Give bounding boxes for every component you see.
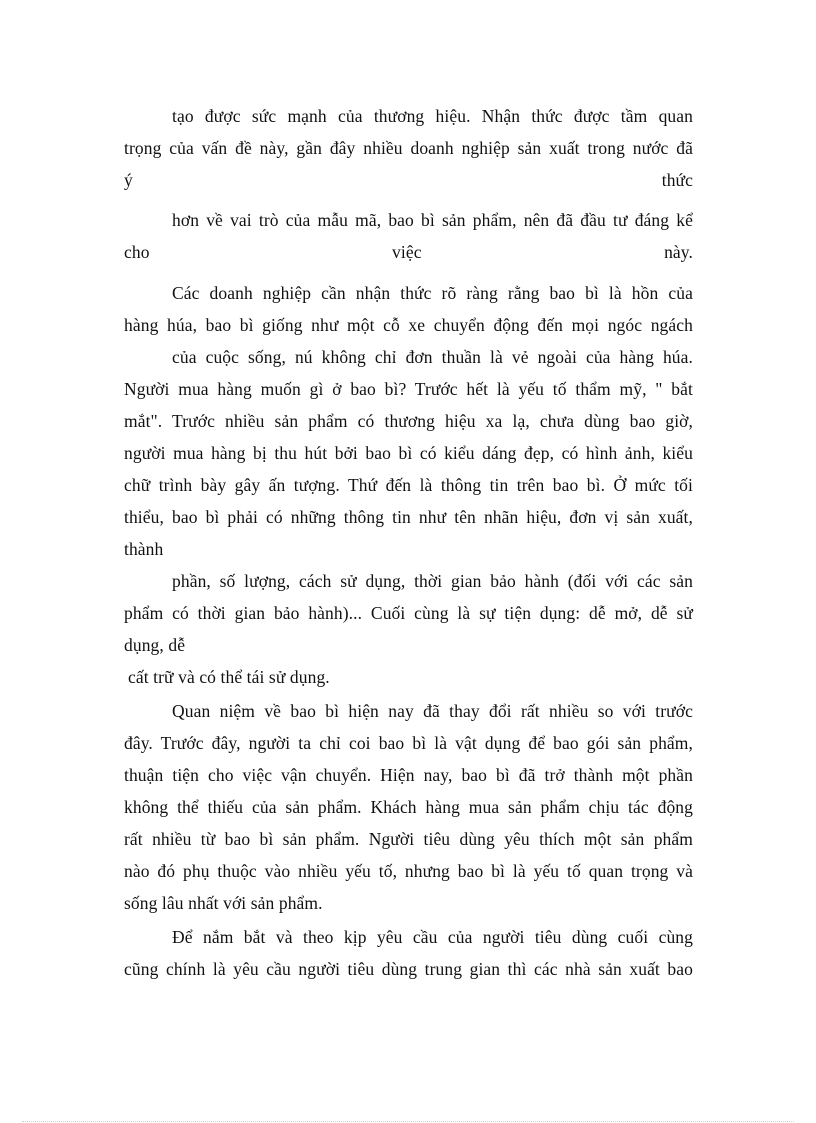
- text-line: ý thức: [124, 170, 693, 190]
- text-line: đây. Trước đây, người ta chỉ coi bao bì là vật dụng để bao gói sản phẩm,: [124, 733, 693, 753]
- text-line: Để nắm bắt và theo kịp yêu cầu của người tiêu dùng cuối cùng: [172, 927, 693, 947]
- text-line: nào đó phụ thuộc vào nhiều yếu tố, nhưng bao bì là yếu tố quan trọng và: [124, 861, 693, 881]
- text-line: Các doanh nghiệp cần nhận thức rõ ràng rằng bao bì là hồn của: [172, 283, 693, 303]
- text-line: cất trữ và có thể tái sử dụng.: [128, 667, 330, 687]
- text-line: sống lâu nhất với sản phẩm.: [124, 893, 323, 913]
- text-line: trọng của vấn đề này, gần đây nhiều doanh nghiệp sản xuất trong nước đã: [124, 138, 693, 158]
- text-line: mắt". Trước nhiều sản phẩm có thương hiệu xa lạ, chưa dùng bao giờ,: [124, 411, 693, 431]
- text-line: rất nhiều từ bao bì sản phẩm. Người tiêu dùng yêu thích một sản phẩm: [124, 829, 693, 849]
- text-line: hàng húa, bao bì giống như một cỗ xe chuyển động đến mọi ngóc ngách: [124, 315, 693, 335]
- text-line: chữ trình bày gây ấn tượng. Thứ đến là thông tin trên bao bì. Ở mức tối: [124, 475, 693, 495]
- text-line: tạo được sức mạnh của thương hiệu. Nhận thức được tầm quan: [172, 106, 693, 126]
- text-line: dụng, dễ: [124, 635, 186, 655]
- text-line: của cuộc sống, nú không chỉ đơn thuần là vẻ ngoài của hàng húa.: [172, 347, 693, 367]
- text-line: người mua hàng bị thu hút bởi bao bì có kiểu dáng đẹp, có hình ảnh, kiểu: [124, 443, 693, 463]
- text-line: phần, số lượng, cách sử dụng, thời gian bảo hành (đối với các sản: [172, 571, 693, 591]
- text-line: Người mua hàng muốn gì ở bao bì? Trước hết là yếu tố thẩm mỹ, " bắt: [124, 379, 693, 399]
- text-line: thành: [124, 539, 164, 559]
- text-line: phẩm có thời gian bảo hành)... Cuối cùng là sự tiện dụng: dễ mở, dễ sử: [124, 603, 693, 623]
- text-line: cho việc này.: [124, 242, 693, 262]
- text-line: Quan niệm về bao bì hiện nay đã thay đổi rất nhiều so với trước: [172, 701, 693, 721]
- text-line: cũng chính là yêu cầu người tiêu dùng trung gian thì các nhà sản xuất bao: [124, 959, 693, 979]
- text-line: thuận tiện cho việc vận chuyển. Hiện nay, bao bì đã trở thành một phần: [124, 765, 693, 785]
- text-line: không thể thiếu của sản phẩm. Khách hàng mua sản phẩm chịu tác động: [124, 797, 693, 817]
- text-line: thiểu, bao bì phải có những thông tin như tên nhãn hiệu, đơn vị sản xuất,: [124, 507, 693, 527]
- text-line: hơn về vai trò của mẫu mã, bao bì sản phẩm, nên đã đầu tư đáng kể: [172, 210, 693, 230]
- page-bottom-rule: [22, 1121, 794, 1122]
